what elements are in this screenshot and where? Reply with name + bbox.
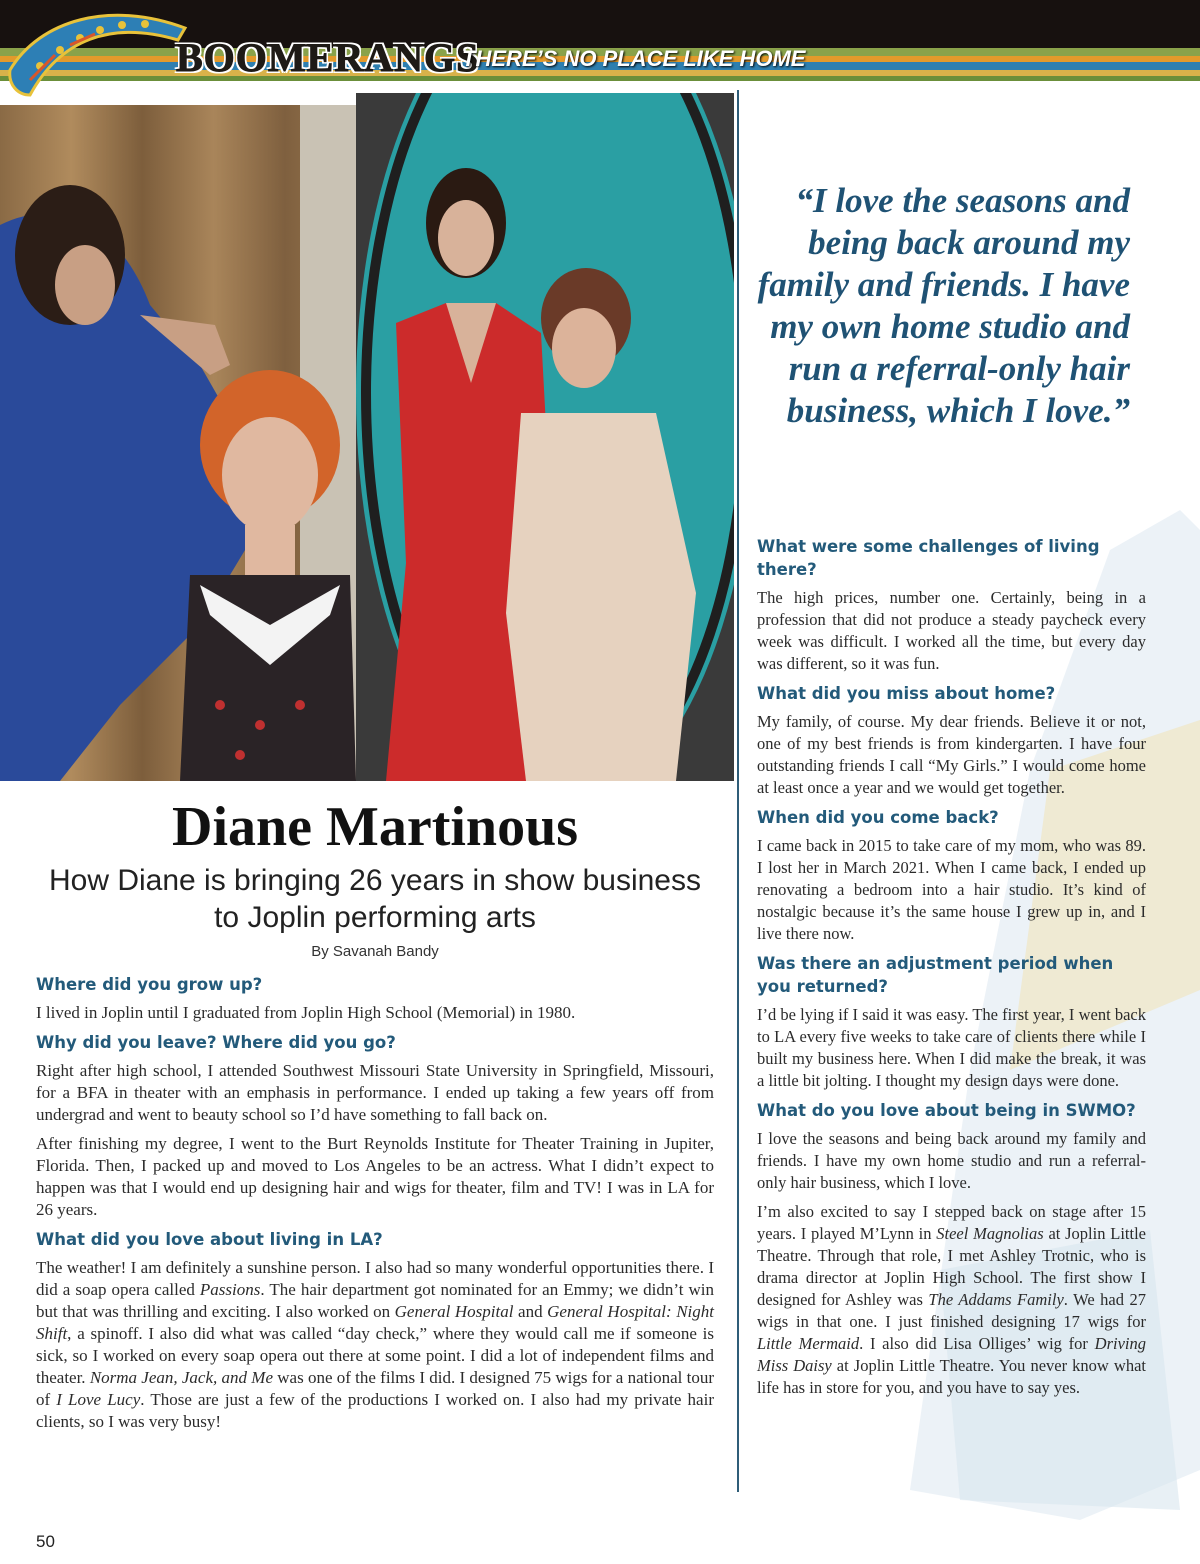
question-heading: What do you love about being in SWMO? (757, 1101, 1136, 1120)
article-title: Diane Martinous (172, 796, 578, 858)
column-divider (737, 90, 739, 1492)
answer-paragraph: The high prices, number one. Certainly, being in a profession that did not produce a steady paycheck every week was difficult. I worked all the time, but every day was different, so it was fun. (757, 588, 1146, 673)
play-title: Steel Magnolias (936, 1224, 1044, 1243)
show-title: General Hospital: Night Shift (36, 1302, 714, 1343)
pull-quote: “I love the seasons and being back around my family and friends. I have my own home studio and run a referral-only hair business, which I love.” (757, 181, 1130, 430)
answer-paragraph: Right after high school, I attended Southwest Missouri State University in Springfield, Missouri, for a BFA in theater with an emphasis in performance. I ended up taking a few years off from undergrad and went to beauty school so I’d have something to fall back on. (36, 1061, 714, 1124)
answer-paragraph: After finishing my degree, I went to the Burt Reynolds Institute for Theater Training in Jupiter, Florida. Then, I packed up and moved to Los Angeles to be an actress. What I didn’t expect to happen was that I would end up designing hair and wigs for theater, film and TV! I was in LA for 26 years. (36, 1134, 714, 1219)
section-tagline: THERE’S NO PLACE LIKE HOME (462, 46, 806, 71)
page-number: 50 (36, 1532, 55, 1551)
article-subtitle: How Diane is bringing 26 years in show business to Joplin performing arts (48, 864, 701, 934)
answer-paragraph: My family, of course. My dear friends. Believe it or not, one of my best friends is from kindergarten. I have four outstanding friends I call “My Girls.” I would come home at least once a year and we would get together. (757, 712, 1146, 797)
play-title: The Addams Family (928, 1290, 1064, 1309)
film-title: Norma Jean, Jack, and Me (89, 1368, 273, 1387)
play-title: Little Mermaid (757, 1334, 860, 1353)
left-column (36, 973, 714, 1440)
section-title: BOOMERANGS (176, 35, 480, 80)
boomerang-logo-icon (0, 0, 190, 100)
photo-emmy-event (356, 93, 734, 781)
answer-paragraph: I’d be lying if I said it was easy. The first year, I went back to LA every five weeks to take care of clients there while I built my business here. When I did make the break, it was a little bit jolting. I thought my design days were done. (757, 1005, 1146, 1090)
play-title: Driving Miss Daisy (757, 1334, 1146, 1375)
show-title: General Hospital (394, 1302, 514, 1321)
show-title: Passions (199, 1280, 261, 1299)
photo-wig-styling (0, 105, 356, 781)
answer-paragraph: I came back in 2015 to take care of my mom, who was 89. I lost her in March 2021. When I came back, I ended up renovating a bedroom into a hair studio. It’s kind of nostalgic because it’s the same house I grew up in, and I live there now. (757, 836, 1146, 943)
question-heading: What were some challenges of living there? (757, 537, 1100, 579)
question-heading: Where did you grow up? (36, 975, 263, 994)
question-heading: What did you love about living in LA? (36, 1230, 383, 1249)
right-column (757, 535, 1146, 1406)
article-byline: By Savanah Bandy (311, 943, 439, 960)
show-title: I Love Lucy (56, 1390, 141, 1409)
answer-paragraph: I love the seasons and being back around my family and friends. I have my own home studio and run a referral-only hair business, which I love. (757, 1129, 1146, 1192)
question-heading: Was there an adjustment period when you returned? (757, 954, 1114, 996)
answer-paragraph: I lived in Joplin until I graduated from Joplin High School (Memorial) in 1980. (36, 1003, 576, 1022)
answer-paragraph: I’m also excited to say I stepped back on stage after 15 years. I played M’Lynn in Steel Magnolias at Joplin Little Theatre. Through that role, I met Ashley Trotnic, who is drama director at Joplin High School. The first show I designed for Ashley was The Addams Family. We had 27 wigs in that one. I just finished designing 17 wigs for Little Mermaid. I also did Lisa Olliges’ wig for Driving Miss Daisy at Joplin Little Theatre. You never know what life has in store for you, and you have to say yes. (757, 1202, 1146, 1397)
question-heading: What did you miss about home? (757, 684, 1056, 703)
answer-paragraph: The weather! I am definitely a sunshine person. I also had so many wonderful opportunities there. I did a soap opera called Passions. The hair department got nominated for an Emmy; we didn’t win but that was thrilling and exciting. I also worked on General Hospital and General Hospital: Night Shift, a spinoff. I also did what was called “day check,” where they would call me if someone is sick, so I worked on every soap opera out there at some point. I did a lot of independent films and theater. Norma Jean, Jack, and Me was one of the films I did. I designed 75 wigs for a national tour of I Love Lucy. Those are just a few of the productions I worked on. I also had my private hair clients, so I was very busy! (36, 1258, 715, 1431)
question-heading: When did you come back? (757, 808, 999, 827)
question-heading: Why did you leave? Where did you go? (36, 1033, 396, 1052)
